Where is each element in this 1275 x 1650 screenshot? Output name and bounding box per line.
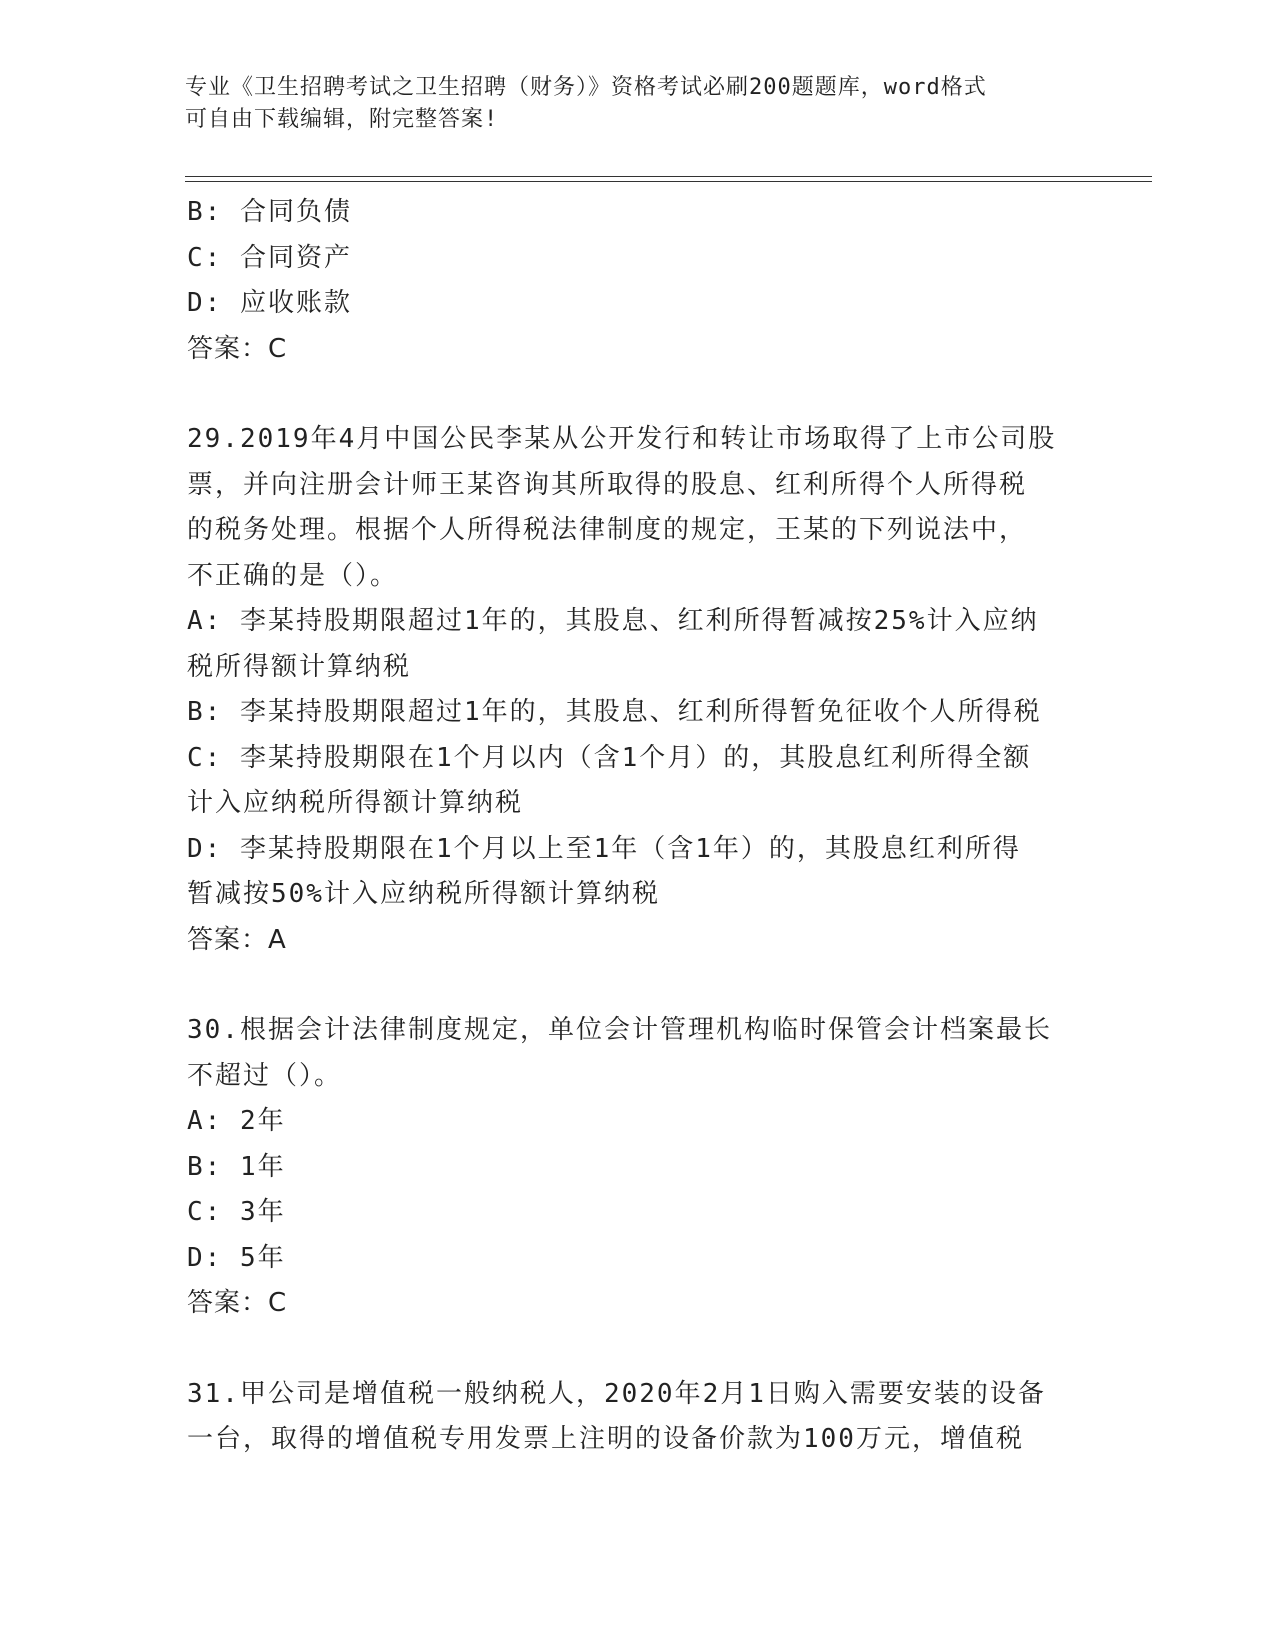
option-d-continued: 暂减按50%计入应纳税所得额计算纳税 [187, 879, 660, 909]
option-a-continued: 税所得额计算纳税 [187, 651, 412, 682]
question-text-line: 不超过（）。 [187, 1060, 343, 1091]
document-body [187, 190, 1087, 1463]
question-text-line: 31.甲公司是增值税一般纳税人，2020年2月1日购入需要安装的设备 [187, 1378, 1046, 1409]
option-c: C: 合同资产 [187, 242, 352, 273]
spacer [187, 963, 1087, 1008]
option-a: A: 李某持股期限超过1年的，其股息、红利所得暂减按25%计入应纳 [187, 606, 1039, 636]
option-b: B: 合同负债 [187, 197, 352, 227]
option-d: D: 5年 [187, 1242, 286, 1273]
option-d: D: 应收账款 [187, 288, 352, 318]
spacer [187, 372, 1087, 417]
question-text-line: 票，并向注册会计师王某咨询其所取得的股息、红利所得个人所得税 [187, 469, 1028, 500]
question-text-line: 30.根据会计法律制度规定，单位会计管理机构临时保管会计档案最长 [187, 1015, 1052, 1045]
answer-line: 答案：C [187, 1288, 288, 1318]
question-text-line: 的税务处理。根据个人所得税法律制度的规定，王某的下列说法中， [187, 515, 1028, 545]
document-header [185, 72, 1065, 136]
option-c-continued: 计入应纳税所得额计算纳税 [187, 788, 524, 818]
question-text-line: 一台，取得的增值税专用发票上注明的设备价款为100万元，增值税 [187, 1424, 1024, 1454]
option-d: D: 李某持股期限在1个月以上至1年（含1年）的，其股息红利所得 [187, 833, 1021, 864]
question-31 [187, 1372, 1087, 1463]
header-line-1: 专业《卫生招聘考试之卫生招聘（财务）》资格考试必刷200题题库，word格式 [185, 75, 987, 100]
option-b: B: 李某持股期限超过1年的，其股息、红利所得暂免征收个人所得税 [187, 697, 1042, 727]
spacer [187, 1327, 1087, 1372]
option-b: B: 1年 [187, 1151, 286, 1182]
header-line-2: 可自由下载编辑，附完整答案! [185, 107, 499, 132]
answer-line: 答案：A [187, 924, 287, 955]
option-a: A: 2年 [187, 1106, 286, 1136]
question-text-line: 不正确的是（）。 [187, 560, 399, 591]
prev-question-block [187, 190, 1087, 372]
header-divider-top [185, 176, 1152, 177]
question-30 [187, 1008, 1087, 1327]
header-divider-bottom [185, 181, 1152, 182]
option-c: C: 李某持股期限在1个月以内（含1个月）的，其股息红利所得全额 [187, 742, 1032, 773]
question-29 [187, 417, 1087, 963]
option-c: C: 3年 [187, 1197, 286, 1227]
answer-line: 答案：C [187, 333, 288, 364]
question-text-line: 29.2019年4月中国公民李某从公开发行和转让市场取得了上市公司股 [187, 424, 1057, 454]
